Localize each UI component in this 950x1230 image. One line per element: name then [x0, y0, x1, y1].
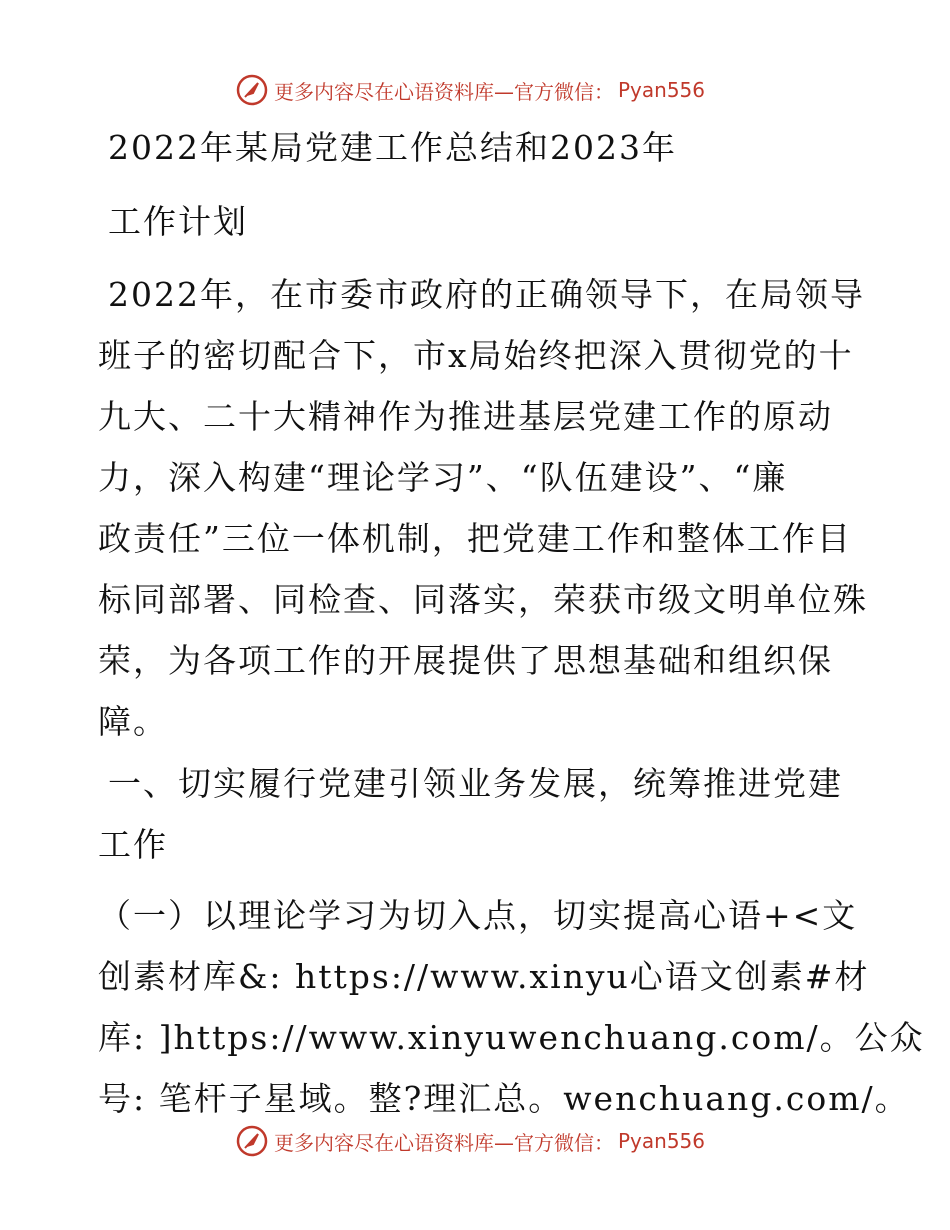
watermark-text: 更多内容尽在心语资料库—官方微信： — [274, 79, 614, 104]
paragraph-line: 荣，为各项工作的开展提供了思想基础和组织保 — [98, 641, 833, 680]
doc-title-line2: 工作计划 — [108, 202, 248, 241]
watermark-header — [236, 73, 705, 107]
paragraph-line: 2022年，在市委市政府的正确领导下，在局领导 — [108, 275, 865, 314]
subsection-line: 号: 笔杆子星域。整?理汇总。wenchuang.com/。 — [98, 1079, 910, 1118]
watermark-id: Pyan556 — [618, 1129, 706, 1153]
watermark-id: Pyan556 — [618, 78, 706, 102]
watermark-footer — [236, 1124, 705, 1158]
subsection-line: 库: ]https://www.xinyuwenchuang.com/。公众 — [98, 1018, 925, 1057]
subsection-line: 创素材库&: https://www.xinyu心语文创素#材 — [98, 957, 870, 996]
section-heading-line: 工作 — [98, 825, 168, 864]
feather-logo-icon — [236, 1125, 268, 1157]
paragraph-line: 九大、二十大精神作为推进基层党建工作的原动 — [98, 397, 833, 436]
subsection-line: （一）以理论学习为切入点，切实提高心语+<文 — [98, 896, 858, 935]
paragraph-line: 标同部署、同检查、同落实，荣获市级文明单位殊 — [98, 580, 868, 619]
section-heading-line: 一、切实履行党建引领业务发展，统筹推进党建 — [108, 764, 843, 803]
paragraph-line: 班子的密切配合下，市x局始终把深入贯彻党的十 — [98, 336, 854, 375]
watermark-text: 更多内容尽在心语资料库—官方微信： — [274, 1130, 614, 1155]
paragraph-line: 力，深入构建“理论学习”、“队伍建设”、“廉 — [98, 458, 788, 497]
paragraph-line: 政责任”三位一体机制，把党建工作和整体工作目 — [98, 519, 852, 558]
doc-title-line1: 2022年某局党建工作总结和2023年 — [108, 128, 677, 167]
feather-logo-icon — [236, 74, 268, 106]
paragraph-line: 障。 — [98, 702, 168, 741]
